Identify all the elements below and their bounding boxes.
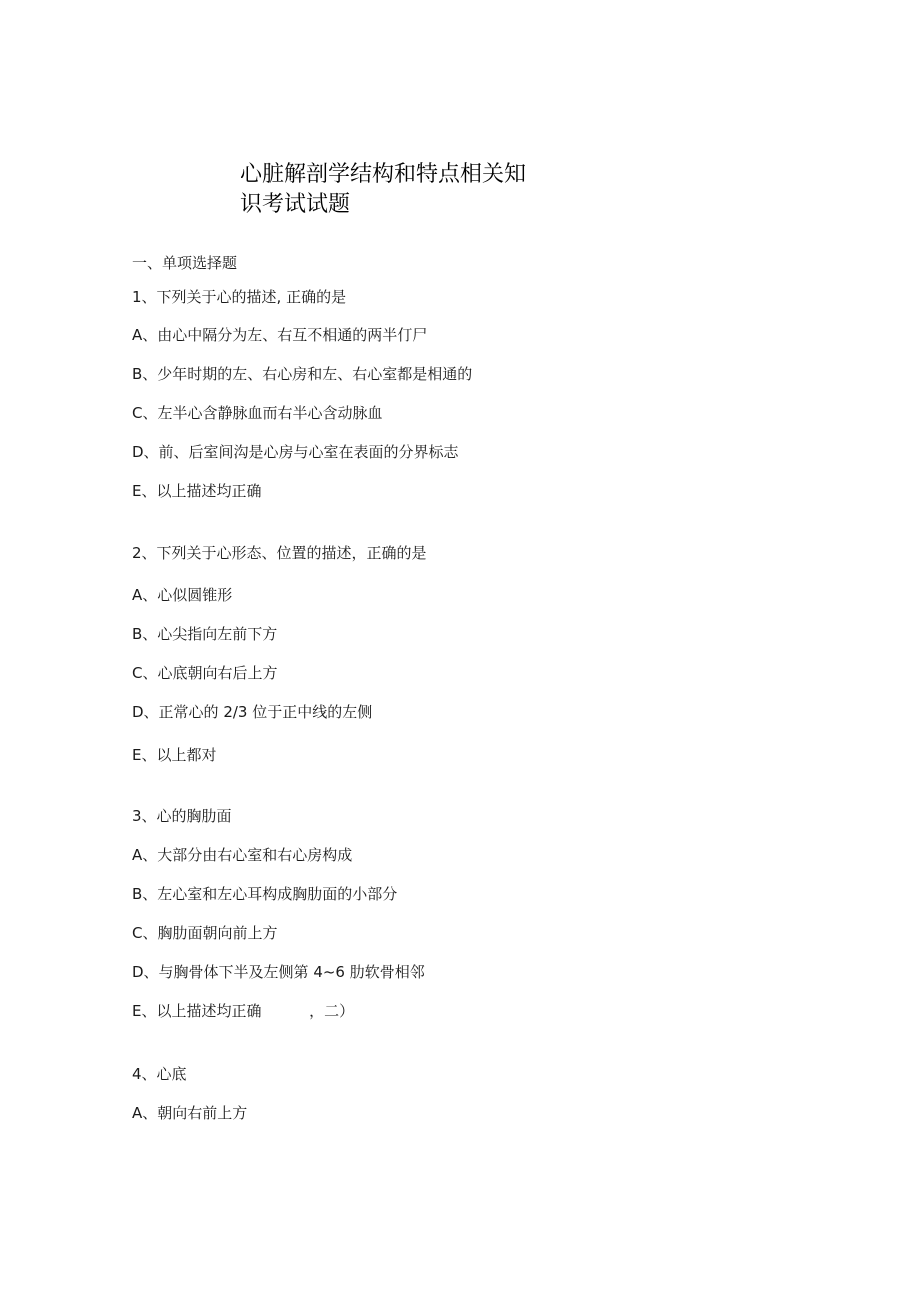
question-2-option-a: A、心似圆锥形 xyxy=(132,586,233,604)
question-3-option-c: C、胸肋面朝向前上方 xyxy=(132,924,278,942)
question-2-option-b: B、心尖指向左前下方 xyxy=(132,625,278,643)
question-3-option-d: D、与胸骨体下半及左侧第 4~6 肋软骨相邻 xyxy=(132,963,425,981)
page-title xyxy=(240,160,560,220)
question-4-stem: 4、心底 xyxy=(132,1065,187,1083)
section-heading: 一、单项选择题 xyxy=(132,254,238,272)
question-4-option-a: A、朝向右前上方 xyxy=(132,1104,248,1122)
question-1-option-d: D、前、后室间沟是心房与心室在表面的分界标志 xyxy=(132,443,459,461)
question-1-option-a: A、由心中隔分为左、右互不相通的两半仃尸 xyxy=(132,326,428,344)
question-1-option-e: E、以上描述均正确 xyxy=(132,482,262,500)
question-3-option-a: A、大部分由右心室和右心房构成 xyxy=(132,846,353,864)
title-line-2: 识考试试题 xyxy=(240,192,351,217)
question-1-option-c: C、左半心含静脉血而右半心含动脉血 xyxy=(132,404,383,422)
question-3-stem: 3、心的胸肋面 xyxy=(132,807,232,825)
question-2-option-d: D、正常心的 2/3 位于正中线的左侧 xyxy=(132,703,373,721)
question-1-stem: 1、下列关于心的描述, 正确的是 xyxy=(132,288,347,306)
question-2-stem: 2、下列关于心形态、位置的描述，正确的是 xyxy=(132,544,427,562)
question-2-option-c: C、心底朝向右后上方 xyxy=(132,664,278,682)
question-2-option-e: E、以上都对 xyxy=(132,746,217,764)
title-line-1: 心脏解剖学结构和特点相关知 xyxy=(240,162,527,187)
question-1-option-b: B、少年时期的左、右心房和左、右心室都是相通的 xyxy=(132,365,473,383)
question-3-option-e: E、以上描述均正确 ，二） xyxy=(132,1002,355,1020)
question-3-option-b: B、左心室和左心耳构成胸肋面的小部分 xyxy=(132,885,398,903)
